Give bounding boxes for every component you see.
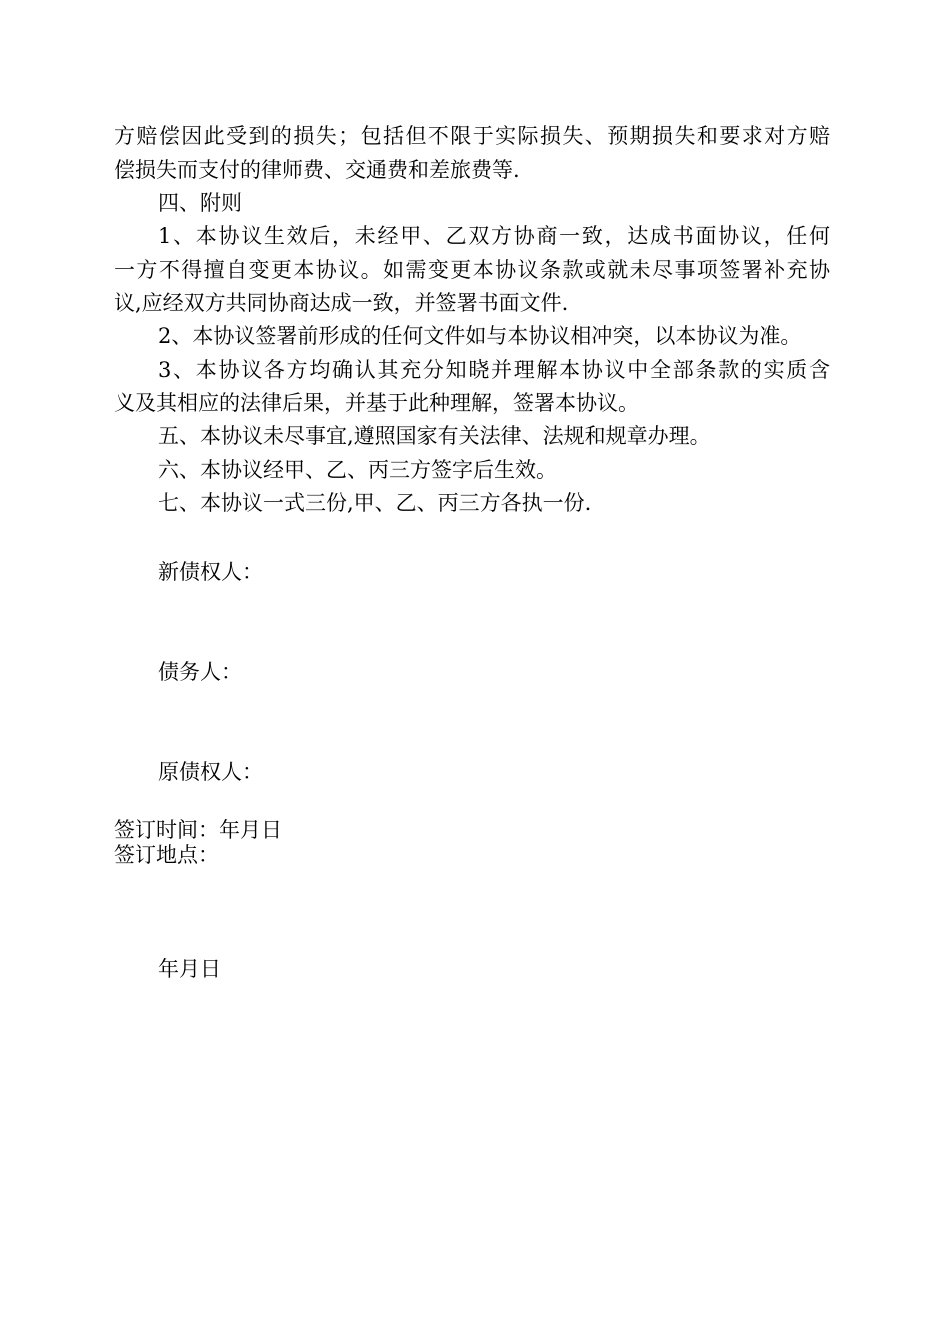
signing-place: 签订地点： xyxy=(114,843,219,867)
paragraph-line: 2、本协议签署前形成的任何文件如与本协议相冲突，以本协议为准。 xyxy=(158,324,802,348)
final-date: 年月日 xyxy=(158,957,221,981)
section-heading: 六、本协议经甲、乙、丙三方签字后生效。 xyxy=(158,458,557,482)
paragraph-line: 一方不得擅自变更本协议。如需变更本协议条款或就未尽事项签署补充协 xyxy=(114,258,830,282)
signing-time: 签订时间：年月日 xyxy=(114,818,282,842)
paragraph-line: 方赔偿因此受到的损失；包括但不限于实际损失、预期损失和要求对方赔 xyxy=(114,124,830,148)
paragraph-line: 3、本协议各方均确认其充分知晓并理解本协议中全部条款的实质含 xyxy=(158,358,830,382)
original-creditor-signature-label: 原债权人： xyxy=(158,760,263,784)
debtor-signature-label: 债务人： xyxy=(158,660,242,684)
new-creditor-signature-label: 新债权人： xyxy=(158,560,263,584)
section-heading: 七、本协议一式三份,甲、乙、丙三方各执一份. xyxy=(158,491,592,515)
paragraph-line: 偿损失而支付的律师费、交通费和差旅费等. xyxy=(114,158,520,182)
paragraph-line: 议,应经双方共同协商达成一致，并签署书面文件. xyxy=(114,291,569,315)
paragraph-line: 1、本协议生效后，未经甲、乙双方协商一致，达成书面协议，任何 xyxy=(158,224,830,248)
section-heading: 四、附则 xyxy=(158,191,242,215)
paragraph-line: 义及其相应的法律后果，并基于此种理解，签署本协议。 xyxy=(114,391,639,415)
section-heading: 五、本协议未尽事宜,遵照国家有关法律、法规和规章办理。 xyxy=(158,424,711,448)
